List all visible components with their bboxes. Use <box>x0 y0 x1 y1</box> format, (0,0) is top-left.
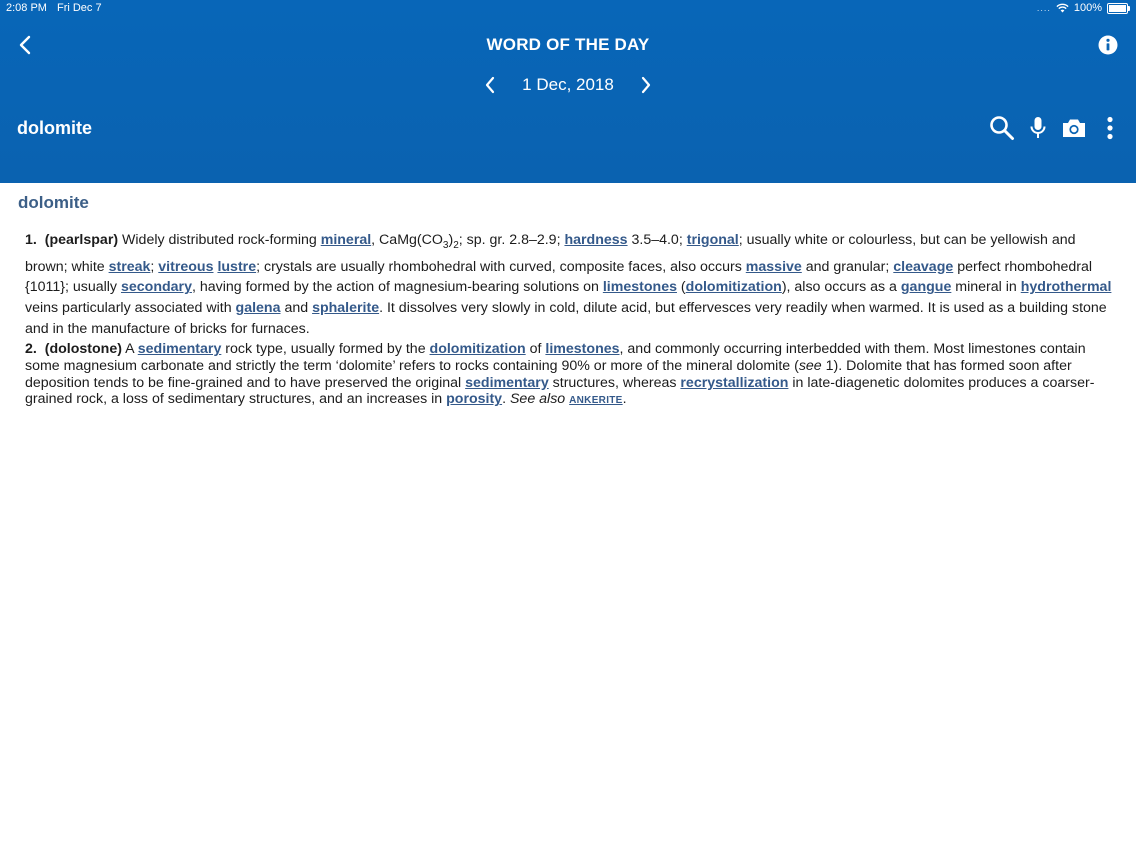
next-day-button[interactable] <box>633 72 659 98</box>
link-galena[interactable]: galena <box>235 300 281 317</box>
toolbar <box>980 114 1124 142</box>
definition-text: 3.5–4.0; <box>627 232 687 248</box>
link-mineral[interactable]: mineral <box>320 232 372 248</box>
status-bar-right <box>1037 2 1128 14</box>
status-day: Fri Dec 7 <box>56 2 102 14</box>
link-trigonal[interactable]: trigonal <box>686 232 739 248</box>
link-gangue[interactable]: gangue <box>900 279 952 296</box>
definition-text: , CaMg(CO <box>371 232 443 248</box>
link-ankerite[interactable]: ANKERITE <box>569 395 623 407</box>
search-term[interactable]: dolomite <box>17 118 92 138</box>
link-limestones[interactable]: limestones <box>602 279 677 296</box>
definition-text: 1). Dolomite that has formed soon after deposition tends to be fine-grained and to have preserved the original <box>25 357 1072 391</box>
battery-icon <box>1107 3 1128 14</box>
definition-text: of <box>525 341 546 357</box>
link-porosity[interactable]: porosity <box>446 391 503 408</box>
status-bar-left <box>6 2 102 14</box>
definition-text: and granular; <box>801 258 894 275</box>
definition-text: ), also occurs as a <box>781 279 901 296</box>
link-hydrothermal[interactable]: hydrothermal <box>1020 279 1112 296</box>
link-limestones[interactable]: limestones <box>545 341 620 357</box>
info-button[interactable] <box>1096 33 1120 57</box>
entry-headword: dolomite <box>18 193 89 212</box>
info-icon <box>1098 35 1118 55</box>
definition-text: in late-diagenetic dolomites produces a coarser-grained rock, a loss of sedimentary structures, and an increases in <box>25 374 1095 408</box>
link-recrystallization[interactable]: recrystallization <box>680 374 789 391</box>
definition-text: and <box>280 300 313 317</box>
definition-text: veins particularly associated with <box>25 300 236 317</box>
chevron-right-icon <box>640 76 652 94</box>
sense-label: (pearlspar) <box>44 232 119 248</box>
definition-text: ; usually white or colourless, but can be yellowish and brown; white <box>25 232 1076 275</box>
more-options-button[interactable] <box>1096 114 1124 142</box>
definition-text: perfect rhombohedral {1011}; usually <box>25 258 1093 296</box>
sense-label: (dolostone) <box>44 341 122 357</box>
microphone-icon <box>1029 116 1047 140</box>
definition-sense-1 <box>25 230 1115 340</box>
definition-text: , having formed by the action of magnesium-bearing solutions on <box>191 279 603 296</box>
definition-text: . <box>622 391 627 408</box>
link-cleavage[interactable]: cleavage <box>893 258 954 275</box>
previous-day-button[interactable] <box>477 72 503 98</box>
definition-text: . <box>502 391 510 408</box>
definition-text: ; crystals are usually rhombohedral with curved, composite faces, also occurs <box>256 258 746 275</box>
search-icon <box>989 115 1015 141</box>
see-also-reference: See also <box>509 391 566 408</box>
definition-text: , and commonly occurring interbedded with them. Most limestones contain some magnesium carbonate and strictly the term ‘dolomite’ refers to rocks containing 90% or more of the mineral dolomite ( <box>25 341 1086 374</box>
link-sphalerite[interactable]: sphalerite <box>312 300 380 317</box>
link-dolomitization[interactable]: dolomitization <box>685 279 782 296</box>
formula-subscript: 3 <box>442 239 449 251</box>
formula-subscript: 2 <box>453 239 459 251</box>
link-sedimentary[interactable]: sedimentary <box>137 341 222 357</box>
definition-text: ( <box>676 279 686 296</box>
wifi-icon <box>1056 3 1069 13</box>
definition-sense-2 <box>25 341 1115 410</box>
definition-text: ; <box>150 258 159 275</box>
page-title: WORD OF THE DAY <box>486 35 650 54</box>
status-time: 2:08 PM <box>6 2 47 14</box>
camera-icon <box>1061 117 1087 139</box>
voice-search-button[interactable] <box>1024 114 1052 142</box>
signal-dots: .... <box>1036 3 1051 13</box>
link-sedimentary[interactable]: sedimentary <box>465 374 549 391</box>
definition-text: rock type, usually formed by the <box>221 341 430 357</box>
camera-search-button[interactable] <box>1060 114 1088 142</box>
definition-text: Widely distributed rock-forming <box>118 232 321 248</box>
definition-text: structures, whereas <box>548 374 681 391</box>
sense-number: 1. <box>25 232 37 248</box>
link-vitreous[interactable]: vitreous <box>158 258 214 275</box>
definition-text: A <box>121 341 138 357</box>
sense-number: 2. <box>25 341 37 357</box>
chevron-left-icon <box>484 76 496 94</box>
battery-percent: 100% <box>1073 2 1102 14</box>
link-streak[interactable]: streak <box>108 258 151 275</box>
see-reference: see <box>798 357 822 374</box>
link-lustre[interactable]: lustre <box>217 258 257 275</box>
date-navigator <box>0 72 1136 98</box>
link-hardness[interactable]: hardness <box>564 232 628 248</box>
current-date: 1 Dec, 2018 <box>522 75 614 94</box>
link-massive[interactable]: massive <box>745 258 802 275</box>
link-dolomitization[interactable]: dolomitization <box>429 341 526 357</box>
definition-text: . It dissolves very slowly in cold, dilute acid, but effervesces very readily when warmed. It is used as a building stone and in the manufacture of bricks for furnaces. <box>25 300 1107 338</box>
link-secondary[interactable]: secondary <box>120 279 192 296</box>
header <box>0 0 1136 183</box>
search-button[interactable] <box>988 114 1016 142</box>
definition-text: ) <box>448 232 454 248</box>
more-vertical-icon <box>1106 116 1114 140</box>
definition-text: ; sp. gr. 2.8–2.9; <box>458 232 565 248</box>
definition-text: mineral in <box>951 279 1021 296</box>
